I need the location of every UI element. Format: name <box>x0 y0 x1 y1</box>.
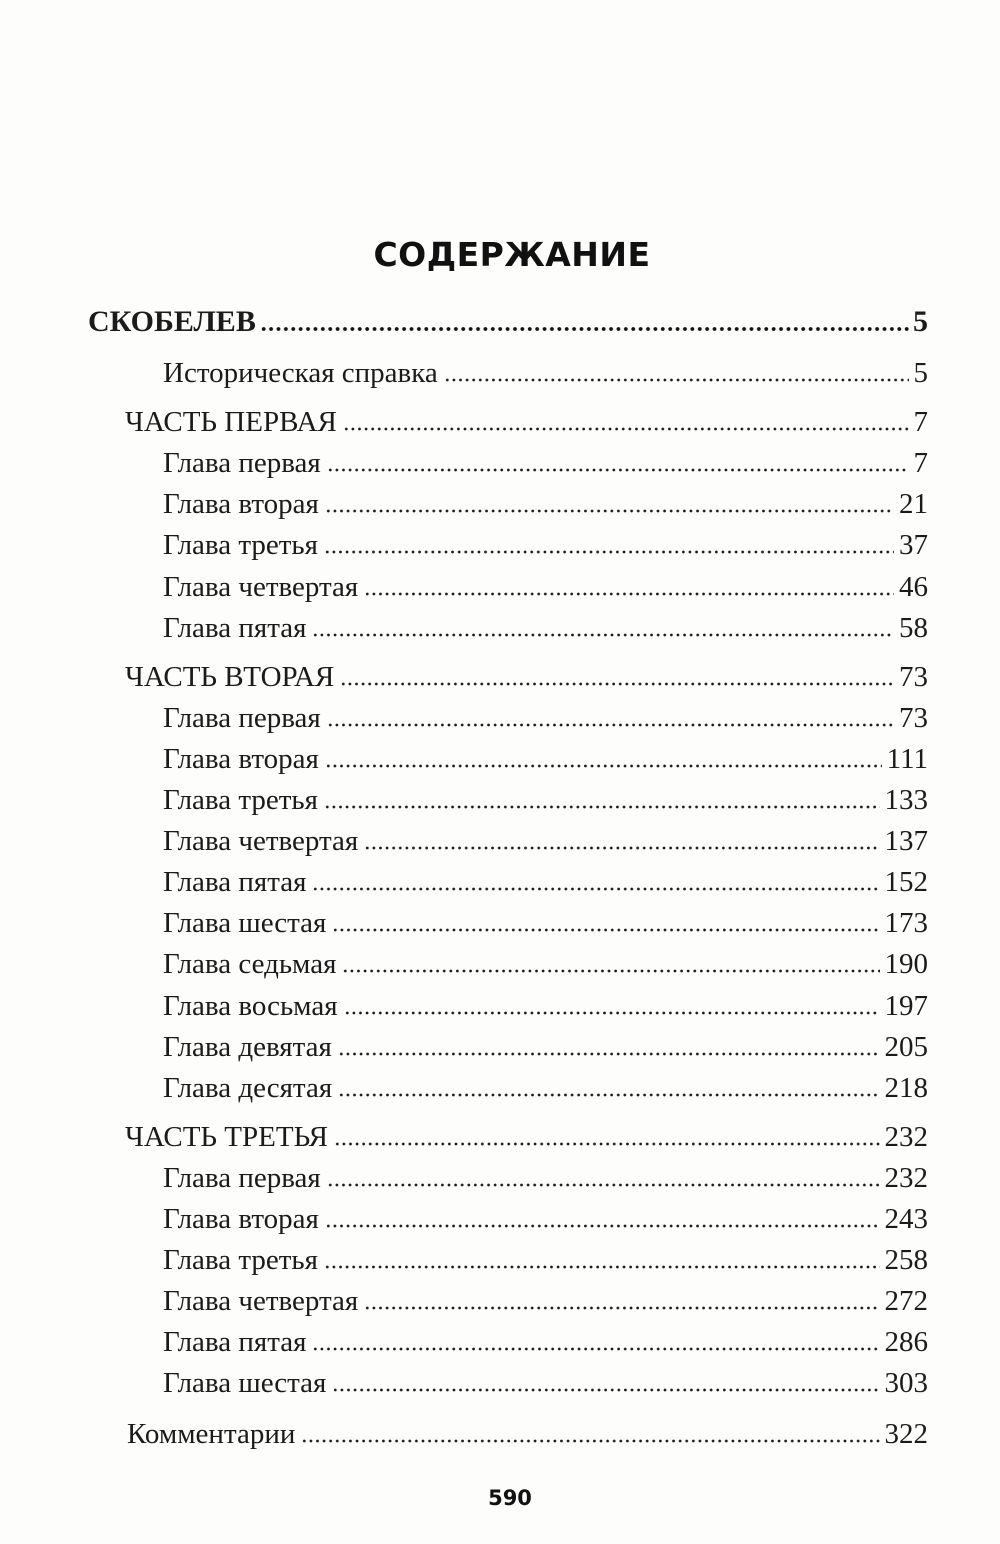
toc-entry-title: Глава седьмая <box>163 948 337 981</box>
dot-leader <box>332 1388 879 1392</box>
dot-leader <box>344 1011 880 1015</box>
toc-entry-chapter <box>163 986 928 1027</box>
toc-entry-page: 58 <box>899 611 928 644</box>
toc-entry-title: ЧАСТЬ ВТОРАЯ <box>125 660 335 693</box>
toc-entry-page: 286 <box>884 1326 928 1359</box>
toc-entry-part <box>125 402 928 443</box>
dot-leader <box>332 928 879 932</box>
dot-leader <box>324 805 880 809</box>
dot-leader <box>334 1142 879 1146</box>
toc-entry-part <box>125 657 928 698</box>
toc-entry-page: 197 <box>884 989 928 1022</box>
dot-leader <box>342 969 879 973</box>
toc-entry-title: СКОБЕЛЕВ <box>88 305 256 338</box>
toc-entry-title: Глава шестая <box>163 907 327 940</box>
toc-entry-page: 303 <box>884 1367 928 1400</box>
toc-entry-page: 152 <box>884 866 928 899</box>
toc-entry-chapter <box>163 780 928 821</box>
toc-entry-title: Глава первая <box>163 701 321 734</box>
toc-entry-page: 173 <box>884 907 928 940</box>
toc-entry-part <box>125 1117 928 1158</box>
toc-entry-title: Глава четвертая <box>163 1285 359 1318</box>
toc-entry-chapter <box>163 1281 928 1322</box>
toc-entry-chapter <box>163 484 928 525</box>
page-number: 590 <box>488 1486 532 1510</box>
toc-entry-page: 5 <box>913 305 928 338</box>
table-of-contents <box>0 301 1000 1456</box>
toc-entry-page: 21 <box>899 488 928 521</box>
dot-leader <box>364 592 894 596</box>
toc-entry-chapter <box>163 608 928 649</box>
toc-entry-title: ЧАСТЬ ПЕРВАЯ <box>125 406 337 439</box>
toc-entry-chapter <box>163 1322 928 1363</box>
toc-entry-page: 133 <box>884 784 928 817</box>
toc-entry-chapter <box>163 944 928 985</box>
toc-entry-page: 46 <box>899 570 928 603</box>
toc-entry-page: 73 <box>899 701 928 734</box>
toc-entry-chapter <box>163 567 928 608</box>
toc-entry-chapter <box>163 443 928 484</box>
toc-entry-chapter <box>163 739 928 780</box>
dot-leader <box>338 1052 880 1056</box>
dot-leader <box>340 682 894 686</box>
dot-leader <box>312 1347 879 1351</box>
toc-entry-historical-note <box>163 353 928 394</box>
dot-leader <box>324 550 894 554</box>
dot-leader <box>444 378 909 382</box>
toc-entry-title: Глава шестая <box>163 1367 327 1400</box>
toc-entry-page: 111 <box>886 742 928 775</box>
toc-entry-title: Глава вторая <box>163 742 319 775</box>
dot-leader <box>343 427 909 431</box>
toc-entry-title: Глава пятая <box>163 1326 307 1359</box>
toc-entry-chapter <box>163 1158 928 1199</box>
dot-leader <box>364 846 879 850</box>
toc-entry-page: 205 <box>884 1030 928 1063</box>
toc-entry-chapter <box>163 1068 928 1109</box>
toc-entry-page: 7 <box>913 447 928 480</box>
toc-entry-page: 232 <box>884 1161 928 1194</box>
toc-entry-page: 232 <box>884 1120 928 1153</box>
dot-leader <box>324 1265 880 1269</box>
page-title: СОДЕРЖАНИЕ <box>373 235 651 274</box>
toc-entry-chapter <box>163 821 928 862</box>
toc-entry-page: 322 <box>884 1418 928 1451</box>
toc-entry-comments <box>127 1414 928 1455</box>
toc-entry-title: Глава четвертая <box>163 825 359 858</box>
dot-leader <box>325 764 882 768</box>
toc-entry-title: Глава десятая <box>163 1071 333 1104</box>
toc-entry-title: Глава пятая <box>163 866 307 899</box>
toc-entry-title: Глава девятая <box>163 1030 332 1063</box>
toc-entry-page: 7 <box>913 406 928 439</box>
toc-entry-title: Глава третья <box>163 529 318 562</box>
toc-entry-title: Глава первая <box>163 447 321 480</box>
dot-leader <box>327 1183 880 1187</box>
toc-entry-page: 37 <box>899 529 928 562</box>
toc-entry-chapter <box>163 1363 928 1404</box>
dot-leader <box>325 1224 880 1228</box>
toc-entry-page: 258 <box>884 1244 928 1277</box>
toc-entry-page: 73 <box>899 660 928 693</box>
toc-entry-title: Глава третья <box>163 1244 318 1277</box>
toc-entry-title: Комментарии <box>127 1418 296 1451</box>
toc-entry-chapter <box>163 1199 928 1240</box>
toc-entry-page: 5 <box>913 357 928 390</box>
toc-entry-title: Глава вторая <box>163 1202 319 1235</box>
dot-leader <box>312 633 894 637</box>
toc-entry-title: Глава восьмая <box>163 989 338 1022</box>
toc-entry-page: 137 <box>884 825 928 858</box>
toc-entry-title: Глава третья <box>163 784 318 817</box>
dot-leader <box>338 1093 879 1097</box>
toc-entry-page: 190 <box>884 948 928 981</box>
dot-leader <box>325 509 894 513</box>
toc-entry-chapter <box>163 903 928 944</box>
toc-entry-title: Историческая справка <box>163 357 438 390</box>
toc-entry-title: Глава четвертая <box>163 570 359 603</box>
toc-entry-page: 243 <box>884 1202 928 1235</box>
dot-leader <box>312 887 879 891</box>
dot-leader <box>364 1306 879 1310</box>
toc-entry-book <box>88 301 928 342</box>
toc-entry-title: Глава первая <box>163 1161 321 1194</box>
toc-entry-page: 272 <box>884 1285 928 1318</box>
toc-entry-chapter <box>163 698 928 739</box>
toc-entry-title: Глава пятая <box>163 611 307 644</box>
toc-entry-title: Глава вторая <box>163 488 319 521</box>
dot-leader <box>260 327 911 331</box>
dot-leader <box>327 723 894 727</box>
dot-leader <box>327 468 909 472</box>
toc-entry-chapter <box>163 1027 928 1068</box>
toc-entry-page: 218 <box>884 1071 928 1104</box>
toc-entry-chapter <box>163 1240 928 1281</box>
dot-leader <box>301 1439 879 1443</box>
toc-entry-chapter <box>163 525 928 566</box>
toc-entry-title: ЧАСТЬ ТРЕТЬЯ <box>125 1120 329 1153</box>
toc-entry-chapter <box>163 862 928 903</box>
